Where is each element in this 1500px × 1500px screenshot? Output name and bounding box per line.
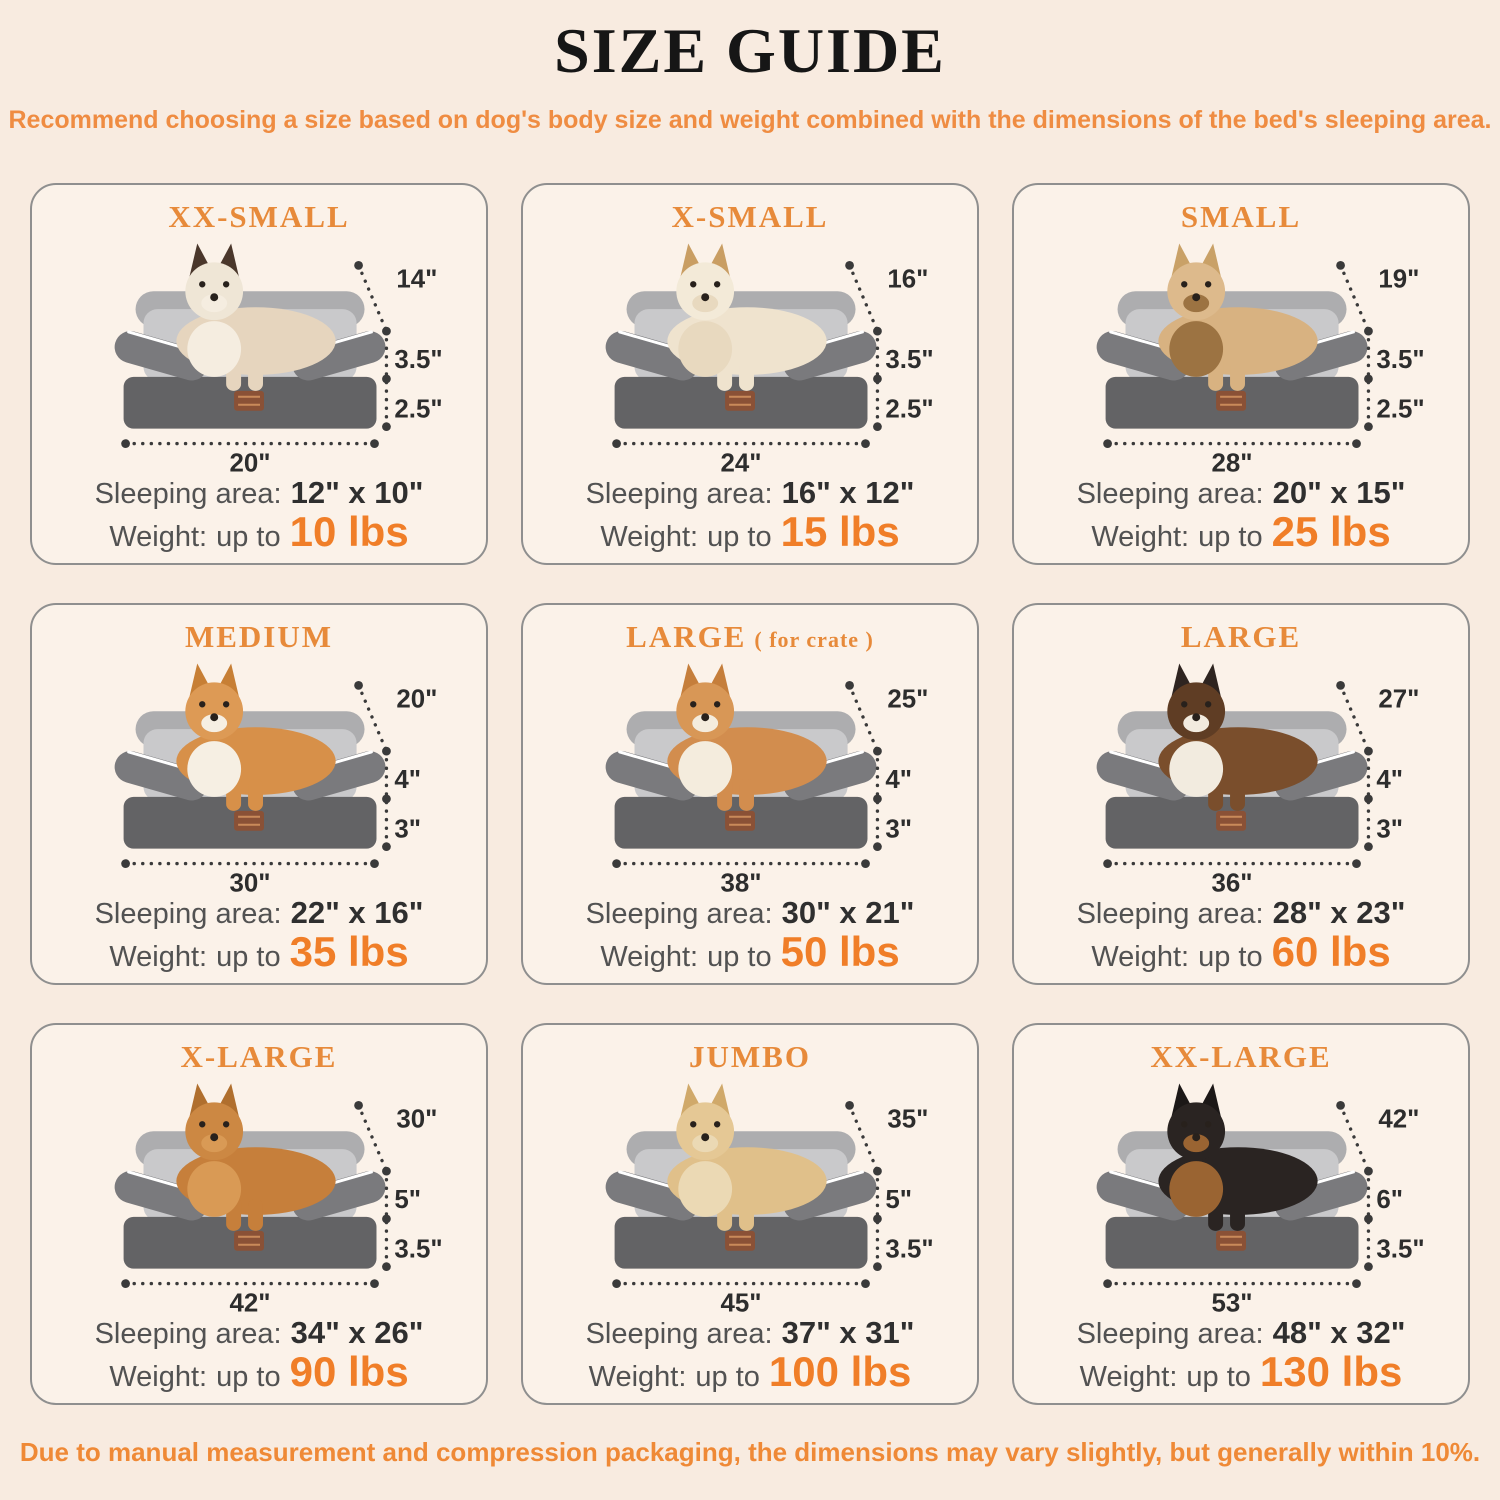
brand-label-tag — [234, 391, 264, 411]
measure-dot — [382, 1167, 391, 1176]
weight-upto: up to — [216, 1361, 281, 1393]
weight-line — [523, 508, 977, 555]
sleeping-area-label: Sleeping area: — [585, 1318, 773, 1350]
weight-line — [1014, 508, 1468, 555]
sleeping-area-label: Sleeping area: — [1076, 478, 1264, 510]
measure-dot — [382, 375, 391, 384]
pet-chest — [1169, 741, 1223, 797]
pet-leg — [248, 1199, 263, 1231]
measure-dot — [1364, 795, 1373, 804]
bolster-height-dimension: 3.5" — [394, 345, 443, 374]
pet-eye — [690, 281, 696, 287]
weight-value: 50 lbs — [780, 928, 900, 975]
diagonal-measure-line — [359, 265, 387, 331]
base-height-dimension: 2.5" — [394, 395, 443, 424]
sleeping-area-label: Sleeping area: — [94, 478, 282, 510]
pet-leg — [248, 359, 263, 391]
pet-nose — [210, 713, 218, 721]
sleeping-area-line — [32, 895, 486, 931]
weight-line — [523, 1348, 977, 1395]
brand-label-tag — [1216, 811, 1246, 831]
diagonal-dimension: 42" — [1378, 1105, 1420, 1134]
measure-dot — [873, 327, 882, 336]
pet-eye — [223, 281, 229, 287]
measure-dot — [873, 747, 882, 756]
measure-dot — [121, 1279, 130, 1288]
weight-label: Weight: — [1079, 1361, 1178, 1393]
brand-label-tag — [1216, 1231, 1246, 1251]
size-card — [1012, 183, 1470, 565]
measure-dot — [873, 422, 882, 431]
weight-upto: up to — [1198, 941, 1263, 973]
weight-upto: up to — [216, 941, 281, 973]
measure-dot — [861, 439, 870, 448]
measure-dot — [1352, 1279, 1361, 1288]
diagonal-dimension: 20" — [396, 685, 438, 714]
pet-eye — [199, 701, 205, 707]
bolster-height-dimension: 4" — [1376, 765, 1404, 794]
pet-nose — [210, 1133, 218, 1141]
weight-label: Weight: — [109, 521, 208, 553]
sleeping-area-label: Sleeping area: — [94, 1318, 282, 1350]
pet-chest — [678, 1161, 732, 1217]
diagonal-dimension: 19" — [1378, 265, 1420, 294]
size-label: XX-SMALL — [168, 199, 350, 234]
measure-dot — [354, 681, 363, 690]
pet-chest — [187, 1161, 241, 1217]
pet-leg — [248, 779, 263, 811]
diagonal-measure-line — [359, 1105, 387, 1171]
size-label: X-SMALL — [671, 199, 829, 234]
diagonal-dimension: 14" — [396, 265, 438, 294]
weight-label: Weight: — [588, 1361, 687, 1393]
size-card — [521, 183, 979, 565]
base-height-dimension: 3" — [394, 815, 422, 844]
bed-dimension-illustration — [522, 229, 980, 475]
pet-eye — [1181, 1121, 1187, 1127]
pet-eye — [223, 701, 229, 707]
weight-value: 35 lbs — [289, 928, 409, 975]
measure-dot — [873, 842, 882, 851]
pet-nose — [1192, 1133, 1200, 1141]
sleeping-area-value: 48" x 32" — [1272, 1315, 1406, 1350]
base-height-dimension: 3" — [1376, 815, 1404, 844]
diagonal-dimension: 25" — [887, 685, 929, 714]
measure-dot — [873, 375, 882, 384]
pet-leg — [739, 1199, 754, 1231]
diagonal-measure-line — [850, 1105, 878, 1171]
bolster-height-dimension: 3.5" — [885, 345, 934, 374]
diagonal-measure-line — [1341, 265, 1369, 331]
size-label: XX-LARGE — [1150, 1039, 1332, 1074]
sleeping-area-value: 16" x 12" — [781, 475, 915, 510]
size-card — [521, 1023, 979, 1405]
measure-dot — [382, 1215, 391, 1224]
measure-dot — [873, 1167, 882, 1176]
measure-dot — [382, 795, 391, 804]
weight-line — [1014, 1348, 1468, 1395]
width-dimension: 24" — [720, 449, 762, 475]
footer-note: Due to manual measurement and compression packaging, the dimensions may vary slightly, but generally within 10%. — [19, 1437, 1481, 1467]
weight-upto: up to — [707, 521, 772, 553]
size-card-grid — [30, 183, 1470, 1405]
size-note: ( for crate ) — [754, 627, 874, 652]
measure-dot — [1103, 1279, 1112, 1288]
pet-leg — [1230, 1199, 1245, 1231]
measure-dot — [1103, 859, 1112, 868]
size-label: JUMBO — [689, 1039, 811, 1074]
diagonal-measure-line — [359, 685, 387, 751]
measure-dot — [873, 795, 882, 804]
measure-dot — [845, 1101, 854, 1110]
measure-dot — [873, 1262, 882, 1271]
bed-dimension-illustration — [31, 1069, 489, 1315]
pet-chest — [1169, 321, 1223, 377]
sleeping-area-label: Sleeping area: — [585, 898, 773, 930]
brand-label-tag — [725, 811, 755, 831]
measure-dot — [612, 1279, 621, 1288]
pet-leg — [739, 779, 754, 811]
sleeping-area-line — [523, 895, 977, 931]
pet-leg — [1230, 359, 1245, 391]
weight-label: Weight: — [600, 941, 699, 973]
measure-dot — [845, 681, 854, 690]
pet-leg — [1230, 779, 1245, 811]
weight-upto: up to — [216, 521, 281, 553]
pet-leg — [739, 359, 754, 391]
measure-dot — [1336, 261, 1345, 270]
measure-dot — [1336, 1101, 1345, 1110]
brand-label-tag — [1216, 391, 1246, 411]
measure-dot — [370, 439, 379, 448]
pet-chest — [187, 741, 241, 797]
size-label: SMALL — [1180, 199, 1302, 234]
bed-dimension-illustration — [1013, 649, 1471, 895]
pet-eye — [714, 1121, 720, 1127]
size-label: LARGE — [626, 619, 747, 654]
sleeping-area-label: Sleeping area: — [1076, 1318, 1264, 1350]
measure-dot — [873, 1215, 882, 1224]
size-card — [30, 183, 488, 565]
weight-upto: up to — [695, 1361, 760, 1393]
pet-chest — [678, 741, 732, 797]
width-dimension: 30" — [229, 869, 271, 895]
sleeping-area-label: Sleeping area: — [1076, 898, 1264, 930]
brand-label-tag — [234, 1231, 264, 1251]
measure-dot — [1103, 439, 1112, 448]
measure-dot — [354, 261, 363, 270]
bolster-height-dimension: 5" — [885, 1185, 913, 1214]
measure-dot — [845, 261, 854, 270]
measure-dot — [382, 747, 391, 756]
size-card — [1012, 1023, 1470, 1405]
bed-dimension-illustration — [522, 1069, 980, 1315]
bed-dimension-illustration — [1013, 229, 1471, 475]
sleeping-area-value: 37" x 31" — [781, 1315, 915, 1350]
bed-dimension-illustration — [31, 649, 489, 895]
diagonal-measure-line — [1341, 685, 1369, 751]
size-card — [521, 603, 979, 985]
size-card — [1012, 603, 1470, 985]
measure-dot — [370, 859, 379, 868]
sleeping-area-value: 20" x 15" — [1272, 475, 1406, 510]
pet-chest — [1169, 1161, 1223, 1217]
pet-eye — [1181, 281, 1187, 287]
bed-dimension-illustration — [1013, 1069, 1471, 1315]
page-title: SIZE GUIDE — [554, 15, 946, 86]
bolster-height-dimension: 5" — [394, 1185, 422, 1214]
size-card — [30, 603, 488, 985]
measure-dot — [121, 859, 130, 868]
measure-dot — [382, 327, 391, 336]
width-dimension: 53" — [1211, 1289, 1253, 1315]
measure-dot — [1336, 681, 1345, 690]
measure-dot — [354, 1101, 363, 1110]
bolster-height-dimension: 6" — [1376, 1185, 1404, 1214]
bed-dimension-illustration — [522, 649, 980, 895]
weight-line — [523, 928, 977, 975]
sleeping-area-line — [1014, 475, 1468, 511]
measure-dot — [861, 1279, 870, 1288]
measure-dot — [861, 859, 870, 868]
weight-line — [32, 508, 486, 555]
pet-eye — [1205, 1121, 1211, 1127]
bolster-height-dimension: 3.5" — [1376, 345, 1425, 374]
weight-upto: up to — [707, 941, 772, 973]
width-dimension: 38" — [720, 869, 762, 895]
bolster-height-dimension: 4" — [394, 765, 422, 794]
diagonal-dimension: 35" — [887, 1105, 929, 1134]
bolster-height-dimension: 4" — [885, 765, 913, 794]
weight-line — [32, 1348, 486, 1395]
measure-dot — [1364, 422, 1373, 431]
weight-value: 25 lbs — [1271, 508, 1391, 555]
weight-label: Weight: — [109, 1361, 208, 1393]
pet-eye — [714, 281, 720, 287]
weight-value: 10 lbs — [289, 508, 409, 555]
size-card — [30, 1023, 488, 1405]
sleeping-area-line — [523, 1315, 977, 1351]
weight-value: 90 lbs — [289, 1348, 409, 1395]
sleeping-area-value: 28" x 23" — [1272, 895, 1406, 930]
weight-upto: up to — [1186, 1361, 1251, 1393]
base-height-dimension: 3.5" — [1376, 1235, 1425, 1264]
weight-label: Weight: — [1091, 941, 1190, 973]
diagonal-dimension: 30" — [396, 1105, 438, 1134]
measure-dot — [1352, 859, 1361, 868]
width-dimension: 42" — [229, 1289, 271, 1315]
pet-nose — [210, 293, 218, 301]
sleeping-area-label: Sleeping area: — [94, 898, 282, 930]
size-label: X-LARGE — [180, 1039, 338, 1074]
measure-dot — [121, 439, 130, 448]
pet-eye — [1205, 281, 1211, 287]
sleeping-area-line — [32, 475, 486, 511]
diagonal-dimension: 27" — [1378, 685, 1420, 714]
measure-dot — [1364, 1262, 1373, 1271]
weight-value: 100 lbs — [768, 1348, 912, 1395]
base-height-dimension: 2.5" — [885, 395, 934, 424]
sleeping-area-value: 12" x 10" — [290, 475, 424, 510]
diagonal-dimension: 16" — [887, 265, 929, 294]
size-label: LARGE — [1180, 619, 1302, 654]
pet-eye — [690, 701, 696, 707]
measure-dot — [382, 1262, 391, 1271]
measure-dot — [1364, 1167, 1373, 1176]
width-dimension: 20" — [229, 449, 271, 475]
weight-value: 60 lbs — [1271, 928, 1391, 975]
measure-dot — [612, 859, 621, 868]
weight-upto: up to — [1198, 521, 1263, 553]
measure-dot — [1364, 1215, 1373, 1224]
measure-dot — [1364, 747, 1373, 756]
weight-label: Weight: — [1091, 521, 1190, 553]
pet-eye — [223, 1121, 229, 1127]
pet-eye — [1181, 701, 1187, 707]
width-dimension: 45" — [720, 1289, 762, 1315]
sleeping-area-label: Sleeping area: — [585, 478, 773, 510]
sleeping-area-value: 30" x 21" — [781, 895, 915, 930]
measure-dot — [1364, 375, 1373, 384]
diagonal-measure-line — [850, 265, 878, 331]
pet-eye — [199, 281, 205, 287]
measure-dot — [1364, 842, 1373, 851]
measure-dot — [382, 422, 391, 431]
measure-dot — [1352, 439, 1361, 448]
page-subtitle: Recommend choosing a size based on dog's body size and weight combined with the dimensions of the bed's sleeping area. — [8, 106, 1492, 134]
brand-label-tag — [234, 811, 264, 831]
base-height-dimension: 3" — [885, 815, 913, 844]
sleeping-area-line — [32, 1315, 486, 1351]
pet-nose — [701, 293, 709, 301]
sleeping-area-value: 34" x 26" — [290, 1315, 424, 1350]
bed-dimension-illustration — [31, 229, 489, 475]
pet-eye — [199, 1121, 205, 1127]
weight-label: Weight: — [600, 521, 699, 553]
base-height-dimension: 2.5" — [1376, 395, 1425, 424]
measure-dot — [612, 439, 621, 448]
pet-eye — [690, 1121, 696, 1127]
weight-line — [32, 928, 486, 975]
weight-value: 15 lbs — [780, 508, 900, 555]
sleeping-area-line — [1014, 1315, 1468, 1351]
width-dimension: 28" — [1211, 449, 1253, 475]
base-height-dimension: 3.5" — [885, 1235, 934, 1264]
pet-eye — [1205, 701, 1211, 707]
pet-nose — [1192, 293, 1200, 301]
pet-nose — [701, 1133, 709, 1141]
pet-chest — [678, 321, 732, 377]
measure-dot — [1364, 327, 1373, 336]
measure-dot — [370, 1279, 379, 1288]
weight-line — [1014, 928, 1468, 975]
diagonal-measure-line — [850, 685, 878, 751]
width-dimension: 36" — [1211, 869, 1253, 895]
weight-value: 130 lbs — [1259, 1348, 1403, 1395]
sleeping-area-line — [1014, 895, 1468, 931]
measure-dot — [382, 842, 391, 851]
sleeping-area-value: 22" x 16" — [290, 895, 424, 930]
pet-eye — [714, 701, 720, 707]
base-height-dimension: 3.5" — [394, 1235, 443, 1264]
pet-chest — [187, 321, 241, 377]
brand-label-tag — [725, 391, 755, 411]
sleeping-area-line — [523, 475, 977, 511]
diagonal-measure-line — [1341, 1105, 1369, 1171]
pet-nose — [701, 713, 709, 721]
size-label: MEDIUM — [184, 619, 334, 654]
brand-label-tag — [725, 1231, 755, 1251]
pet-nose — [1192, 713, 1200, 721]
weight-label: Weight: — [109, 941, 208, 973]
